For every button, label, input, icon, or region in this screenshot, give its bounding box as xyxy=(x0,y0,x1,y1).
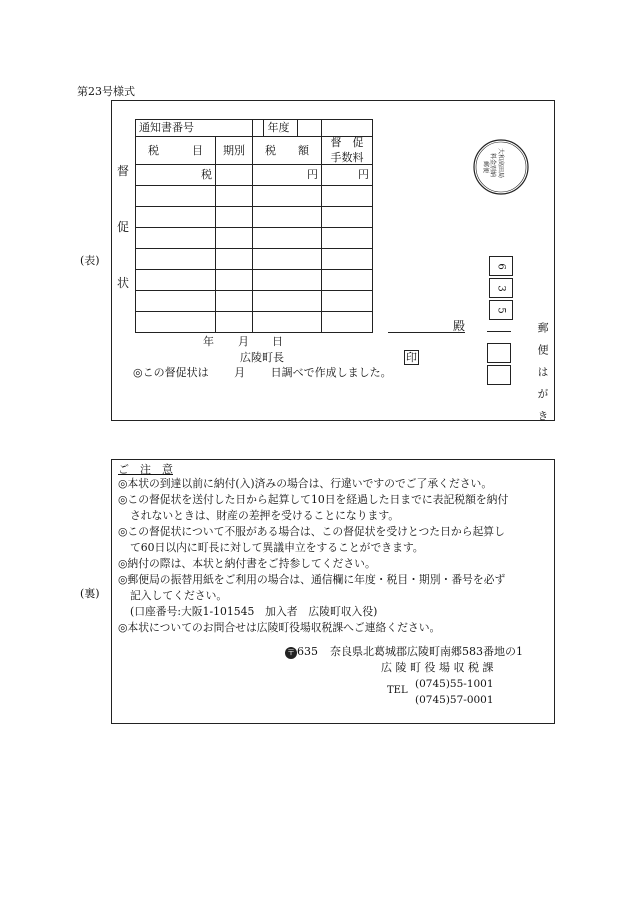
table-row xyxy=(136,291,373,312)
note-line xyxy=(118,575,505,586)
unit-tax: 税 xyxy=(136,165,216,186)
note-line xyxy=(118,591,227,602)
zip-digit-1-text: 6 xyxy=(495,262,507,270)
note-line xyxy=(118,623,440,634)
zip-digit-3 xyxy=(489,300,513,320)
stamp-line-2: 料金別納 xyxy=(489,152,496,177)
note-text: て60日以内に町長に対して異議申立をすることができます。 xyxy=(130,541,424,554)
header-tax-item: 税 目 xyxy=(136,137,216,165)
date-day: 日 xyxy=(272,335,283,348)
note-line xyxy=(118,479,492,490)
tel-label: TEL xyxy=(387,685,408,696)
note-line xyxy=(118,511,399,522)
header-tax-amount: 税 額 xyxy=(253,137,322,165)
table-row xyxy=(136,165,373,186)
prepared-note-month: 月 xyxy=(234,366,246,379)
return-street: 奈良県北葛城郡広陵町南郷583番地の1 xyxy=(330,645,523,658)
note-line xyxy=(118,495,508,506)
note-line xyxy=(118,559,376,570)
tax-table xyxy=(135,119,373,333)
front-side-label: (表) xyxy=(80,254,100,267)
title-char-3: 状 xyxy=(117,276,130,290)
zip-digit-2-text: 3 xyxy=(495,284,507,292)
note-text: されないときは、財産の差押を受けることになります。 xyxy=(130,509,400,522)
tel-number-1: (0745)55-1001 xyxy=(415,678,494,690)
note-text: 記入してください。 xyxy=(130,589,228,602)
zip-digit-3-text: 5 xyxy=(495,306,507,314)
date-month: 月 xyxy=(238,335,249,348)
prepared-note-prefix: ◎この督促状は xyxy=(133,366,209,379)
table-row xyxy=(136,207,373,228)
stamp-line-3: 郵便 xyxy=(482,160,489,173)
note-text: ◎この督促状について不服がある場合は、この督促状を受けとつた日から起算し xyxy=(118,525,505,538)
note-line xyxy=(118,543,424,554)
notes-heading: ご 注 意 xyxy=(118,463,173,476)
postal-mark-icon: 〒 xyxy=(287,648,295,657)
zip-box-5 xyxy=(487,365,511,385)
zip-digit-2 xyxy=(489,278,513,298)
address-street-line xyxy=(285,646,523,659)
empty-cell xyxy=(216,165,253,186)
prepared-note xyxy=(133,367,392,378)
note-text: ◎郵便局の振替用紙をご利用の場合は、通信欄に年度・税目・期別・番号を必ず xyxy=(118,573,506,586)
table-row xyxy=(136,228,373,249)
addressee-suffix: 殿 xyxy=(453,319,466,333)
header-period: 期別 xyxy=(216,137,253,165)
table-row xyxy=(136,186,373,207)
form-number: 第23号様式 xyxy=(77,85,135,98)
seal-mark: 印 xyxy=(406,351,417,364)
date-year: 年 xyxy=(203,335,214,348)
note-text: ◎この督促状を送付した日から起算して10日を経過した日までに表記税額を納付 xyxy=(118,493,509,506)
notice-number-cell xyxy=(253,120,264,137)
header-fee-line2: 手数料 xyxy=(330,151,364,164)
tel-number-2: (0745)57-0001 xyxy=(415,694,494,706)
table-header-row xyxy=(136,137,373,165)
fiscal-year-label: 年度 xyxy=(264,120,298,136)
return-zip: 635 xyxy=(297,645,318,658)
return-office: 広 陵 町 役 場 収 税 課 xyxy=(381,661,494,674)
note-text: ◎本状の到達以前に納付(入)済みの場合は、行違いですのでご了承ください。 xyxy=(118,477,493,490)
unit-yen-fee: 円 xyxy=(322,165,373,186)
note-text: (口座番号:大阪1-101545 加入者 広陵町収入役) xyxy=(130,605,378,618)
fiscal-year-cell xyxy=(264,120,322,137)
note-text: ◎納付の際は、本状と納付書をご持参してください。 xyxy=(118,557,376,570)
mayor-name: 広陵町長 xyxy=(240,351,284,364)
stamp-line-1: 大和高田局 xyxy=(497,147,504,178)
note-text: ◎本状についてのお問合せは広陵町役場収税課へご連絡ください。 xyxy=(118,621,441,634)
zip-box-4 xyxy=(487,343,511,363)
title-char-1: 督 xyxy=(117,164,130,178)
header-fee-line1: 督 促 xyxy=(330,136,364,150)
table-row xyxy=(136,120,373,137)
zip-dash xyxy=(487,331,511,332)
unit-yen-amount: 円 xyxy=(253,165,322,186)
zip-digit-1 xyxy=(489,256,513,276)
back-side-label: (裏) xyxy=(80,587,100,600)
title-char-2: 促 xyxy=(117,220,130,234)
prepared-note-suffix: 日調べで作成しました。 xyxy=(270,366,392,379)
note-line xyxy=(118,607,377,618)
postcard-label: 郵 便 は が き xyxy=(536,322,549,421)
note-line xyxy=(118,527,505,538)
header-fee xyxy=(322,137,373,165)
notice-number-label: 通知書番号 xyxy=(136,120,253,137)
table-row xyxy=(136,270,373,291)
table-row xyxy=(136,249,373,270)
fiscal-year-value xyxy=(322,120,373,137)
table-row xyxy=(136,312,373,333)
